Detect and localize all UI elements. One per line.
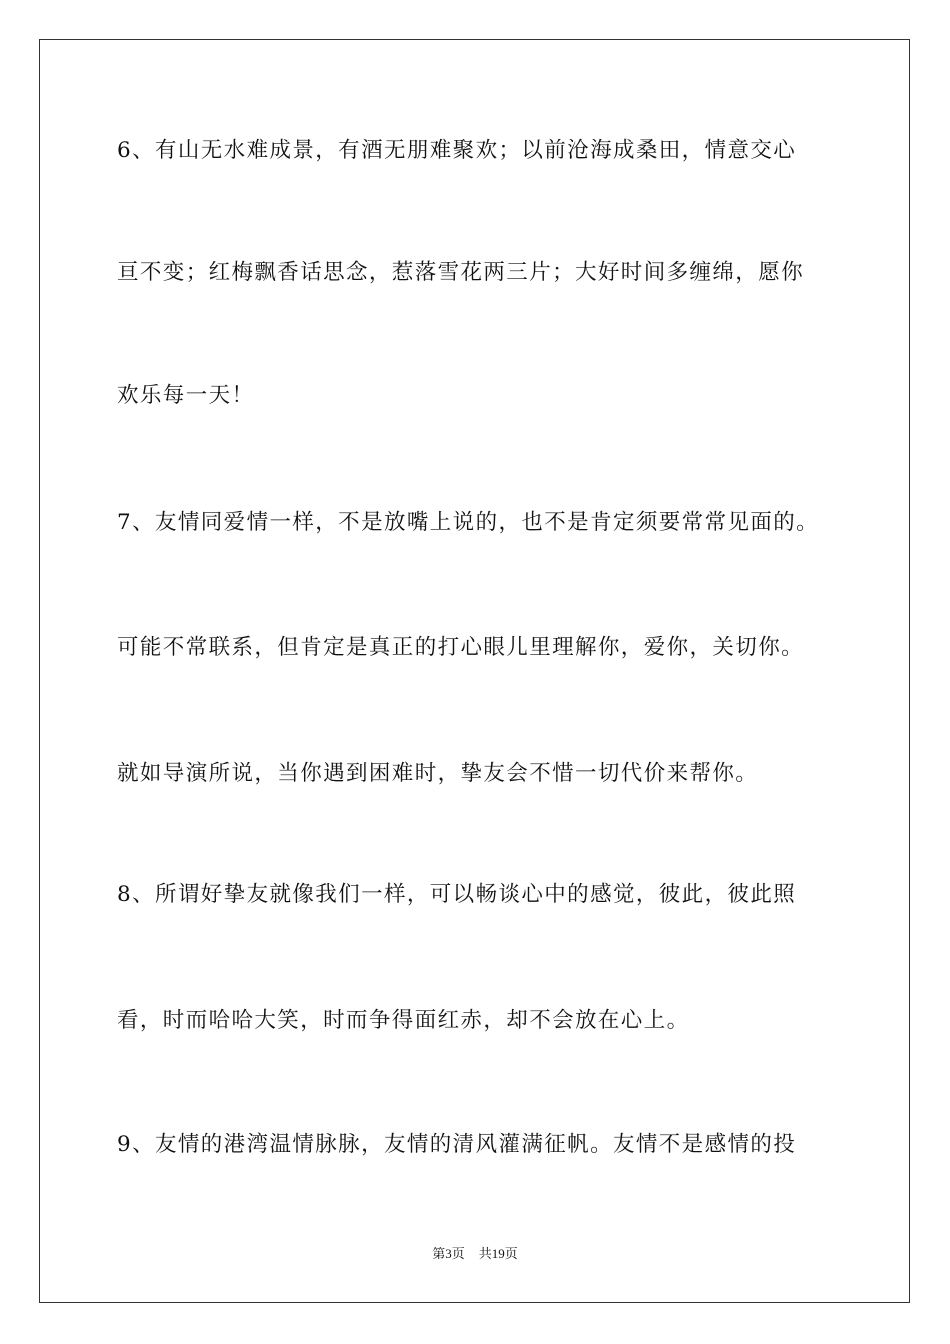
page-border (39, 39, 910, 1303)
text-line-1: 6、有山无水难成景，有酒无朋难聚欢；以前沧海成桑田，情意交心 (117, 138, 797, 163)
text-line-3: 欢乐每一天！ (117, 383, 255, 408)
text-line-2: 亘不变；红梅飘香话思念，惹落雪花两三片；大好时间多缠绵，愿你 (117, 260, 805, 285)
text-line-5: 可能不常联系，但肯定是真正的打心眼儿里理解你，爱你，关切你。 (117, 635, 805, 660)
page-total: 共19页 (478, 1246, 518, 1261)
text-line-8: 看，时而哈哈大笑，时而争得面红赤，却不会放在心上。 (117, 1008, 690, 1033)
text-line-9: 9、友情的港湾温情脉脉，友情的清风灌满征帆。友情不是感情的投 (117, 1132, 797, 1157)
text-line-7: 8、所谓好挚友就像我们一样，可以畅谈心中的感觉，彼此，彼此照 (117, 882, 797, 907)
page-footer (0, 1245, 950, 1263)
text-line-6: 就如导演所说，当你遇到困难时，挚友会不惜一切代价来帮你。 (117, 761, 759, 786)
page-number: 第3页 (432, 1246, 465, 1261)
text-line-4: 7、友情同爱情一样，不是放嘴上说的，也不是肯定须要常常见面的。 (117, 510, 820, 535)
